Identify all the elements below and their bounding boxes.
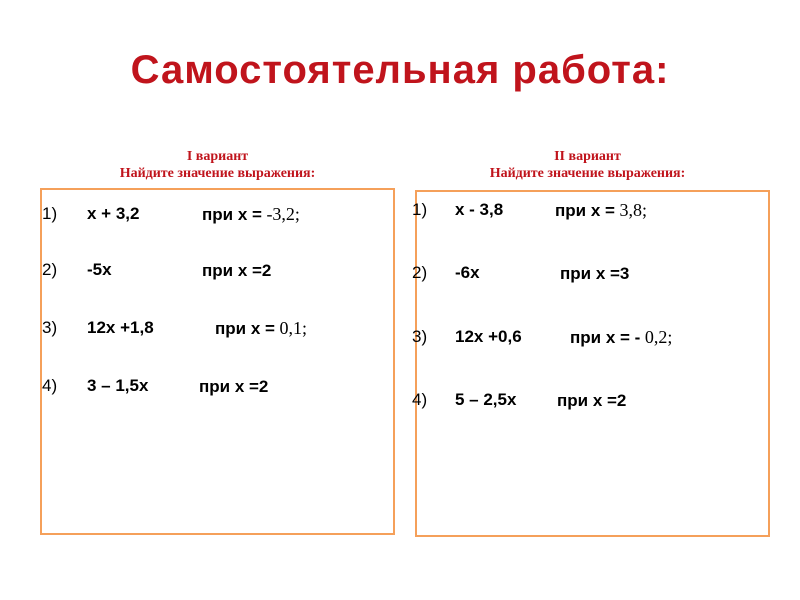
task-expression: -5x	[87, 260, 112, 279]
variant-2-task-4	[412, 390, 768, 410]
task-condition	[199, 376, 268, 397]
task-expression: 5 – 2,5x	[455, 390, 517, 409]
task-condition-value: -3,2;	[261, 204, 300, 224]
task-condition	[202, 260, 271, 281]
task-number: 1)	[412, 200, 428, 219]
variant-1-instruction: Найдите значение выражения:	[119, 166, 316, 181]
variant-1-task-list	[42, 190, 393, 396]
variant-1-task-box	[40, 188, 395, 535]
variant-2-task-3	[412, 327, 768, 347]
task-number: 2)	[412, 263, 428, 282]
task-expression: 12x +1,8	[87, 318, 154, 337]
task-condition	[557, 390, 626, 411]
task-condition-value: 0,1;	[274, 318, 307, 338]
task-condition-value: 3,8;	[614, 200, 647, 220]
task-number: 3)	[412, 327, 428, 346]
task-condition	[202, 204, 300, 225]
variant-2-name: II вариант	[554, 149, 621, 164]
task-condition	[560, 263, 629, 284]
variant-2-heading	[410, 148, 765, 182]
task-number: 4)	[412, 390, 428, 409]
task-condition-lead: при x =3	[560, 264, 630, 283]
task-number: 4)	[42, 376, 58, 395]
task-condition-lead: при x =2	[202, 261, 272, 280]
task-condition-lead: при x =	[202, 205, 262, 224]
variant-1-task-1	[42, 204, 393, 224]
task-condition	[555, 200, 647, 221]
task-number: 2)	[42, 260, 58, 279]
slide-title: Самостоятельная работа:	[130, 48, 670, 92]
variant-1-task-2	[42, 260, 393, 280]
task-condition	[215, 318, 307, 339]
task-condition-lead: при x =	[555, 201, 615, 220]
task-expression: -6x	[455, 263, 480, 282]
task-condition-lead: при x =2	[557, 391, 627, 410]
variant-1-task-3	[42, 318, 393, 338]
task-condition-lead: при x =2	[199, 377, 269, 396]
variant-1-name: I вариант	[186, 149, 249, 164]
variant-2-instruction: Найдите значение выражения:	[489, 166, 686, 181]
variant-2-task-1	[412, 200, 768, 220]
task-expression: 12x +0,6	[455, 327, 522, 346]
task-expression: x - 3,8	[455, 200, 504, 219]
variant-2-task-list	[412, 192, 768, 410]
task-condition-lead: при x =	[215, 319, 275, 338]
variant-1-heading	[40, 148, 395, 182]
variant-2-task-box	[412, 190, 770, 537]
variant-1-task-4	[42, 376, 393, 396]
task-number: 1)	[42, 204, 58, 223]
variant-2-task-2	[412, 263, 768, 283]
task-condition-lead: при x = -	[570, 328, 641, 347]
task-expression: x + 3,2	[87, 204, 140, 223]
task-number: 3)	[42, 318, 58, 337]
task-condition-value: 0,2;	[640, 327, 673, 347]
task-condition	[570, 327, 672, 348]
task-expression: 3 – 1,5x	[87, 376, 149, 395]
